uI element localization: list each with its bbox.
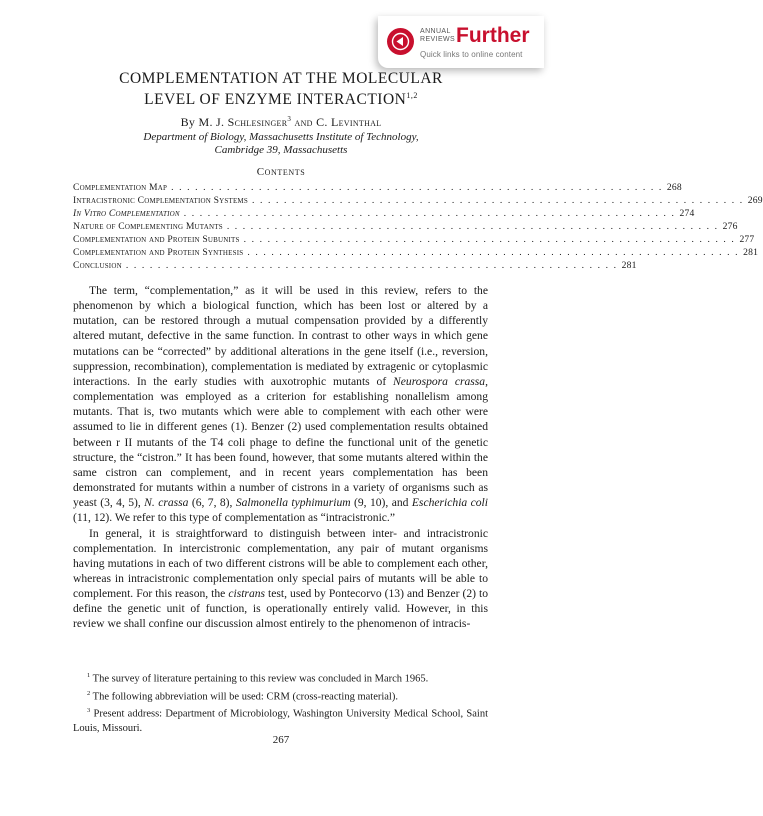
toc-item-label: Intracistronic Complementation Systems bbox=[73, 195, 248, 206]
toc-leader: . . . . . . . . . . . . . . . . . . . . . . . . . . . . . . . . . . . . . . . . . . . . . . . . . . . . . . . . . . . . . . bbox=[226, 221, 719, 232]
footnotes bbox=[73, 669, 488, 736]
footnote-2 bbox=[73, 687, 488, 705]
paragraph-2 bbox=[73, 526, 488, 632]
toc-item[interactable] bbox=[73, 234, 755, 247]
author-1-footnote: 3 bbox=[287, 115, 292, 123]
p2-text-a: In general, it is straightforward to distinguish between inter- and intracistronic complementation. In intercistronic complementation, any pair of mutant organisms having mutations in each of two different cistrons will be able to complement each other, whereas in intracistronic complementation only special pairs of mutants will be able to complement. For this reason, the bbox=[73, 526, 488, 601]
p1-text-a: The term, “complementation,” as it will be used in this review, refers to the phenomenon by which a biological function, which has been lost or altered by a mutation, can be restored through a mutual compensation provided by a differently altered mutant, defective in the same function. In contrast to other ways in which gene mutations can be “corrected” by additional alterations in the gene itself (i.e., reversion, suppression, recombination), complementation is mediated by extragenic or cytoplasmic interactions. In the early studies with auxotrophic mutants of bbox=[73, 284, 488, 388]
toc-leader: . . . . . . . . . . . . . . . . . . . . . . . . . . . . . . . . . . . . . . . . . . . . . . . . . . . . . . . . . . . . . . bbox=[243, 234, 736, 245]
toc-item[interactable] bbox=[73, 260, 637, 273]
article-title-line2 bbox=[60, 87, 502, 108]
footnote-3 bbox=[73, 704, 488, 736]
toc-item-page: 274 bbox=[679, 208, 695, 219]
page-number: 267 bbox=[272, 734, 290, 746]
toc-item-label: Complementation Map bbox=[73, 182, 168, 193]
footnote-text: The survey of literature pertaining to this review was concluded in March 1965. bbox=[90, 673, 429, 685]
toc-leader: . . . . . . . . . . . . . . . . . . . . . . . . . . . . . . . . . . . . . . . . . . . . . . . . . . . . . . . . . . . . . . bbox=[183, 208, 676, 219]
title-footnote-marks: 1,2 bbox=[406, 91, 418, 100]
badge-annual-text: ANNUAL bbox=[420, 28, 451, 35]
p1-species-ncrassa: N. crassa bbox=[144, 496, 189, 510]
p1-text-d: (9, 10), and bbox=[350, 496, 412, 510]
author-2: C. Levinthal bbox=[316, 115, 382, 129]
toc-item[interactable] bbox=[73, 247, 759, 260]
article-title-text: LEVEL OF ENZYME INTERACTION bbox=[144, 91, 407, 109]
toc-item-page: 281 bbox=[621, 260, 637, 271]
article-title-line1: COMPLEMENTATION AT THE MOLECULAR bbox=[119, 70, 443, 87]
table-of-contents bbox=[73, 182, 763, 273]
toc-item-label: Complementation and Protein Subunits bbox=[73, 234, 240, 245]
toc-item-page: 281 bbox=[743, 247, 759, 258]
toc-item-page: 277 bbox=[739, 234, 755, 245]
p2-cistrans: cistrans bbox=[228, 587, 266, 601]
p1-text-e: (11, 12). We refer to this type of complementation as “intracistronic.” bbox=[73, 511, 395, 525]
toc-item-label: In Vitro Complementation bbox=[73, 208, 180, 219]
body-text bbox=[73, 283, 488, 632]
toc-leader: . . . . . . . . . . . . . . . . . . . . . . . . . . . . . . . . . . . . . . . . . . . . . . . . . . . . . . . . . . . . . . bbox=[171, 182, 663, 193]
p1-species-salmonella: Salmonella typhimurium bbox=[235, 496, 351, 510]
toc-leader: . . . . . . . . . . . . . . . . . . . . . . . . . . . . . . . . . . . . . . . . . . . . . . . . . . . . . . . . . . . . . . bbox=[247, 247, 740, 258]
toc-item-label: Nature of Complementing Mutants bbox=[73, 221, 223, 232]
footnote-mark: 3 bbox=[87, 707, 91, 714]
footnote-mark: 1 bbox=[87, 672, 91, 679]
toc-leader: . . . . . . . . . . . . . . . . . . . . . . . . . . . . . . . . . . . . . . . . . . . . . . . . . . . . . . . . . . . . . . bbox=[125, 260, 618, 271]
badge-further-text: Further bbox=[456, 24, 530, 47]
and-label: and bbox=[294, 115, 313, 129]
p1-species-neurospora: Neurospora crassa bbox=[393, 374, 486, 388]
footnote-mark: 2 bbox=[87, 689, 91, 697]
toc-item-label: Conclusion bbox=[73, 260, 122, 271]
p1-text-c: (6, 7, 8), bbox=[188, 496, 236, 510]
footnote-text: Present address: Department of Microbiology, Washington University Medical School, Saint Louis, Missouri. bbox=[73, 708, 488, 734]
author-line bbox=[60, 115, 502, 130]
p1-species-ecoli: Escherichia coli bbox=[411, 496, 488, 510]
toc-item-page: 268 bbox=[666, 182, 682, 193]
toc-item[interactable] bbox=[73, 221, 738, 234]
badge-publisher bbox=[420, 28, 455, 43]
footnote-1 bbox=[73, 669, 488, 687]
p2-text-b: test, used by Pontecorvo (13) and Benzer (2) to define the genetic unit of function, is operationally entirely valid. However, in this review we shall confine our discussion almost entirely to the phenomenon of intracis- bbox=[73, 587, 489, 631]
p1-text-b: , complementation was employed as a criterion for establishing nonallelism among mutants. That is, two mutants which were able to complement with each other were assumed to lie in different genes (1). Benzer (2) used complementation results obtained between r II mutants of the T4 coli phage to define the functional unit of the genetic structure, the “cistron.” It has been found, however, that some mutants altered within the same cistron can complement, and in recent years complementation has been demonstrated for mutants within a number of cistrons in a variety of organisms such as yeast (3, 4, 5), bbox=[73, 374, 488, 510]
further-badge[interactable] bbox=[378, 16, 544, 68]
badge-reviews-text: REVIEWS bbox=[420, 35, 456, 43]
toc-item-page: 269 bbox=[747, 195, 763, 206]
toc-leader: . . . . . . . . . . . . . . . . . . . . . . . . . . . . . . . . . . . . . . . . . . . . . . . . . . . . . . . . . . . . . . bbox=[251, 195, 744, 206]
paragraph-1 bbox=[73, 283, 488, 526]
toc-item-page: 276 bbox=[722, 221, 738, 232]
badge-subtitle: Quick links to online content bbox=[420, 50, 523, 59]
toc-item-label: Complementation and Protein Synthesis bbox=[73, 247, 244, 258]
footnote-text: The following abbreviation will be used: CRM (cross-reacting material). bbox=[90, 691, 398, 702]
toc-item[interactable] bbox=[73, 195, 763, 208]
play-icon bbox=[387, 28, 414, 55]
affiliation-line1: Department of Biology, Massachusetts Institute of Technology, bbox=[143, 131, 419, 143]
author-1: M. J. Schlesinger bbox=[198, 115, 288, 129]
toc-item[interactable] bbox=[73, 208, 695, 221]
toc-item[interactable] bbox=[73, 182, 682, 195]
by-label: By bbox=[180, 115, 196, 129]
affiliation-line2: Cambridge 39, Massachusetts bbox=[214, 144, 348, 156]
contents-heading: Contents bbox=[256, 166, 306, 178]
